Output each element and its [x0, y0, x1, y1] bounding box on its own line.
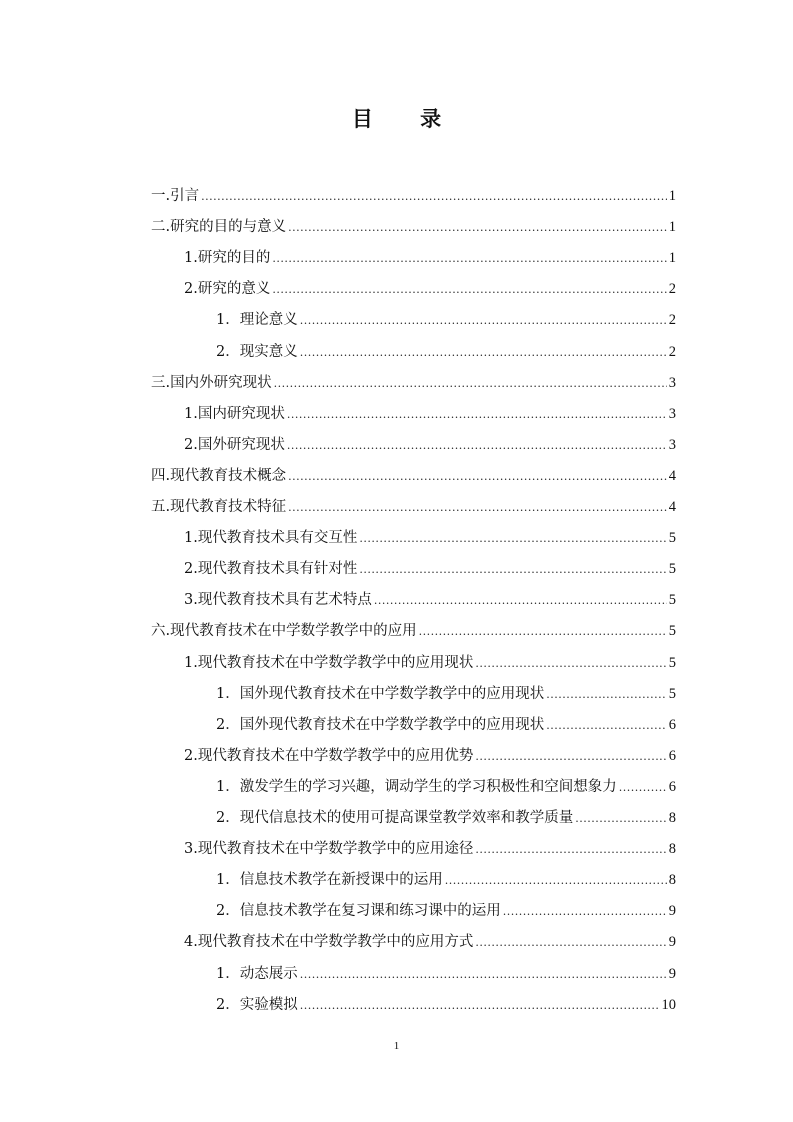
toc-entry-label: 引言: [170, 188, 200, 204]
toc-entry-number: 1．: [216, 312, 240, 329]
toc-entry-number: 四.: [151, 467, 171, 484]
toc-entry[interactable]: [216, 900, 676, 922]
toc-entry-page: 1: [668, 188, 676, 204]
toc-entry-number: 1.: [184, 654, 198, 671]
toc-entry-number: 4.: [184, 934, 198, 951]
toc-entry[interactable]: [184, 247, 676, 269]
toc-entry-page: 1: [668, 219, 676, 236]
toc-entry-label: 现代教育技术在中学数学教学中的应用途径: [197, 841, 474, 858]
toc-leader-dots: [503, 901, 667, 923]
toc-entry-label: 现代教育技术具有针对性: [197, 561, 358, 578]
toc-entry-page: 5: [668, 561, 676, 578]
toc-leader-dots: [475, 932, 666, 954]
toc-entry-number: 1.: [184, 250, 198, 267]
toc-entry-page: 4: [668, 467, 676, 484]
toc-leader-dots: [288, 217, 667, 239]
toc-entry-page: 8: [668, 872, 676, 889]
toc-entry-label: 现代教育技术在中学数学教学中的应用优势: [197, 747, 474, 764]
toc-entry-page: 8: [668, 841, 676, 858]
toc-leader-dots: [374, 590, 667, 612]
toc-entry-page: 9: [668, 934, 676, 951]
toc-entry[interactable]: [184, 931, 676, 953]
toc-entry-label: 现代教育技术在中学数学教学中的应用方式: [197, 934, 474, 951]
toc-entry[interactable]: [184, 403, 676, 425]
toc-entry-number: 六.: [151, 623, 171, 640]
toc-entry[interactable]: [184, 745, 676, 767]
toc-entry[interactable]: [216, 807, 676, 829]
toc-entry-page: 5: [668, 654, 676, 671]
toc-entry-number: 三.: [151, 374, 171, 391]
toc-entry-page: 6: [668, 747, 676, 764]
toc-entry-label: 信息技术教学在复习课和练习课中的运用: [239, 903, 501, 920]
toc-leader-dots: [272, 279, 666, 301]
toc-entry[interactable]: [216, 776, 676, 798]
toc-entry[interactable]: [151, 185, 676, 207]
toc-entry-page: 3: [668, 374, 676, 391]
toc-entry-label: 国外研究现状: [197, 436, 285, 453]
toc-entry-label: 研究的目的: [197, 250, 271, 267]
toc-entry-number: 1.: [184, 405, 198, 422]
toc-entry-number: 2.: [184, 281, 198, 298]
page-number-footer: 1: [393, 1040, 400, 1052]
toc-entry[interactable]: [184, 558, 676, 580]
toc-entry[interactable]: [184, 527, 676, 549]
toc-entry[interactable]: [184, 838, 676, 860]
toc-entry-number: 2．: [216, 343, 240, 360]
toc-leader-dots: [359, 528, 666, 550]
toc-entry-label: 研究的意义: [197, 281, 271, 298]
toc-entry-number: 1．: [216, 872, 240, 889]
toc-entry-page: 8: [668, 810, 676, 826]
toc-leader-dots: [300, 310, 667, 332]
toc-leader-dots: [475, 653, 666, 675]
toc-entry-number: 1.: [184, 530, 198, 547]
toc-entry-number: 2．: [216, 903, 240, 920]
toc-entry-label: 现代教育技术具有艺术特点: [197, 592, 372, 609]
toc-entry[interactable]: [184, 652, 676, 674]
toc-leader-dots: [546, 715, 667, 737]
toc-entry-number: 2．: [216, 716, 240, 733]
toc-entry[interactable]: [184, 278, 676, 300]
toc-entry-page: 5: [668, 592, 676, 609]
toc-entry-label: 现代教育技术特征: [170, 499, 287, 515]
toc-entry-label: 国外现代教育技术在中学数学教学中的应用现状: [239, 685, 545, 702]
toc-entry[interactable]: [216, 714, 676, 736]
toc-entry-number: 3.: [184, 841, 198, 858]
toc-entry-label: 现代教育技术在中学数学教学中的应用: [170, 623, 417, 640]
toc-leader-dots: [445, 870, 667, 892]
toc-leader-dots: [274, 373, 667, 395]
toc-leader-dots: [475, 746, 666, 768]
toc-entry-page: 10: [661, 996, 676, 1013]
toc-entry-page: 3: [668, 436, 676, 453]
toc-entry-label: 动态展示: [239, 965, 298, 982]
toc-entry[interactable]: [216, 341, 676, 363]
toc-entry-page: 2: [668, 281, 676, 298]
toc-leader-dots: [575, 808, 667, 830]
toc-entry-number: 1．: [216, 685, 240, 702]
toc-leader-dots: [300, 342, 667, 364]
toc-entry-page: 6: [668, 716, 676, 733]
toc-entry-page: 9: [668, 965, 676, 982]
toc-entry-label: 实验模拟: [239, 996, 298, 1013]
toc-entry-page: 1: [668, 250, 676, 267]
toc-leader-dots: [288, 466, 667, 488]
toc-entry[interactable]: [216, 869, 676, 891]
toc-entry-page: 2: [668, 343, 676, 360]
toc-entry[interactable]: [151, 465, 676, 487]
toc-leader-dots: [546, 684, 667, 706]
toc-title: 目 录: [351, 106, 462, 131]
toc-entry[interactable]: [151, 496, 676, 518]
toc-leader-dots: [475, 839, 666, 861]
toc-entry[interactable]: [151, 372, 676, 394]
toc-entry-page: 6: [668, 778, 676, 795]
toc-entry-number: 五.: [151, 499, 171, 515]
toc-leader-dots: [288, 497, 667, 519]
toc-entry-label: 信息技术教学在新授课中的运用: [239, 872, 443, 889]
toc-leader-dots: [300, 964, 667, 986]
toc-entry-label: 激发学生的学习兴趣，调动学生的学习积极性和空间想象力: [239, 778, 617, 795]
toc-entry-number: 二.: [151, 219, 171, 236]
toc-leader-dots: [272, 248, 666, 270]
toc-entry-page: 2: [668, 312, 676, 329]
toc-entry-page: 5: [668, 530, 676, 547]
toc-entry[interactable]: [216, 683, 676, 705]
toc-entry-label: 国内外研究现状: [170, 374, 272, 391]
toc-entry-number: 2．: [216, 996, 240, 1013]
toc-leader-dots: [419, 621, 667, 643]
toc-entry-number: 2．: [216, 810, 240, 826]
toc-entry-label: 现代信息技术的使用可提高课堂教学效率和教学质量: [239, 810, 574, 826]
toc-entry-page: 4: [668, 499, 676, 515]
toc-entry-label: 国内研究现状: [197, 405, 285, 422]
toc-entry[interactable]: [184, 589, 676, 611]
toc-entry-label: 理论意义: [239, 312, 298, 329]
toc-entry-number: 3.: [184, 592, 198, 609]
toc-entry-label: 现代教育技术在中学数学教学中的应用现状: [197, 654, 474, 671]
toc-leader-dots: [619, 777, 667, 799]
toc-entry-number: 1．: [216, 965, 240, 982]
toc-leader-dots: [287, 404, 667, 426]
toc-entry-number: 一.: [151, 188, 171, 204]
toc-leader-dots: [300, 995, 660, 1017]
toc-entry-number: 1．: [216, 778, 240, 795]
toc-entry-label: 现实意义: [239, 343, 298, 360]
toc-entry[interactable]: [216, 309, 676, 331]
toc-entry-label: 国外现代教育技术在中学数学教学中的应用现状: [239, 716, 545, 733]
toc-leader-dots: [201, 186, 667, 208]
toc-entry-page: 3: [668, 405, 676, 422]
toc-entry[interactable]: [184, 434, 676, 456]
toc-entry[interactable]: [216, 994, 676, 1016]
toc-entry-page: 5: [668, 623, 676, 640]
toc-entry-number: 2.: [184, 561, 198, 578]
toc-entry-page: 9: [668, 903, 676, 920]
toc-entry-page: 5: [668, 685, 676, 702]
toc-entry[interactable]: [151, 216, 676, 238]
toc-leader-dots: [287, 435, 667, 457]
toc-entry-label: 研究的目的与意义: [170, 219, 287, 236]
toc-entry-label: 现代教育技术概念: [170, 467, 287, 484]
toc-entry-label: 现代教育技术具有交互性: [197, 530, 358, 547]
toc-entry[interactable]: [216, 963, 676, 985]
toc-entry[interactable]: [151, 620, 676, 642]
toc-leader-dots: [359, 559, 666, 581]
toc-entry-number: 2.: [184, 747, 198, 764]
toc-entry-number: 2.: [184, 436, 198, 453]
